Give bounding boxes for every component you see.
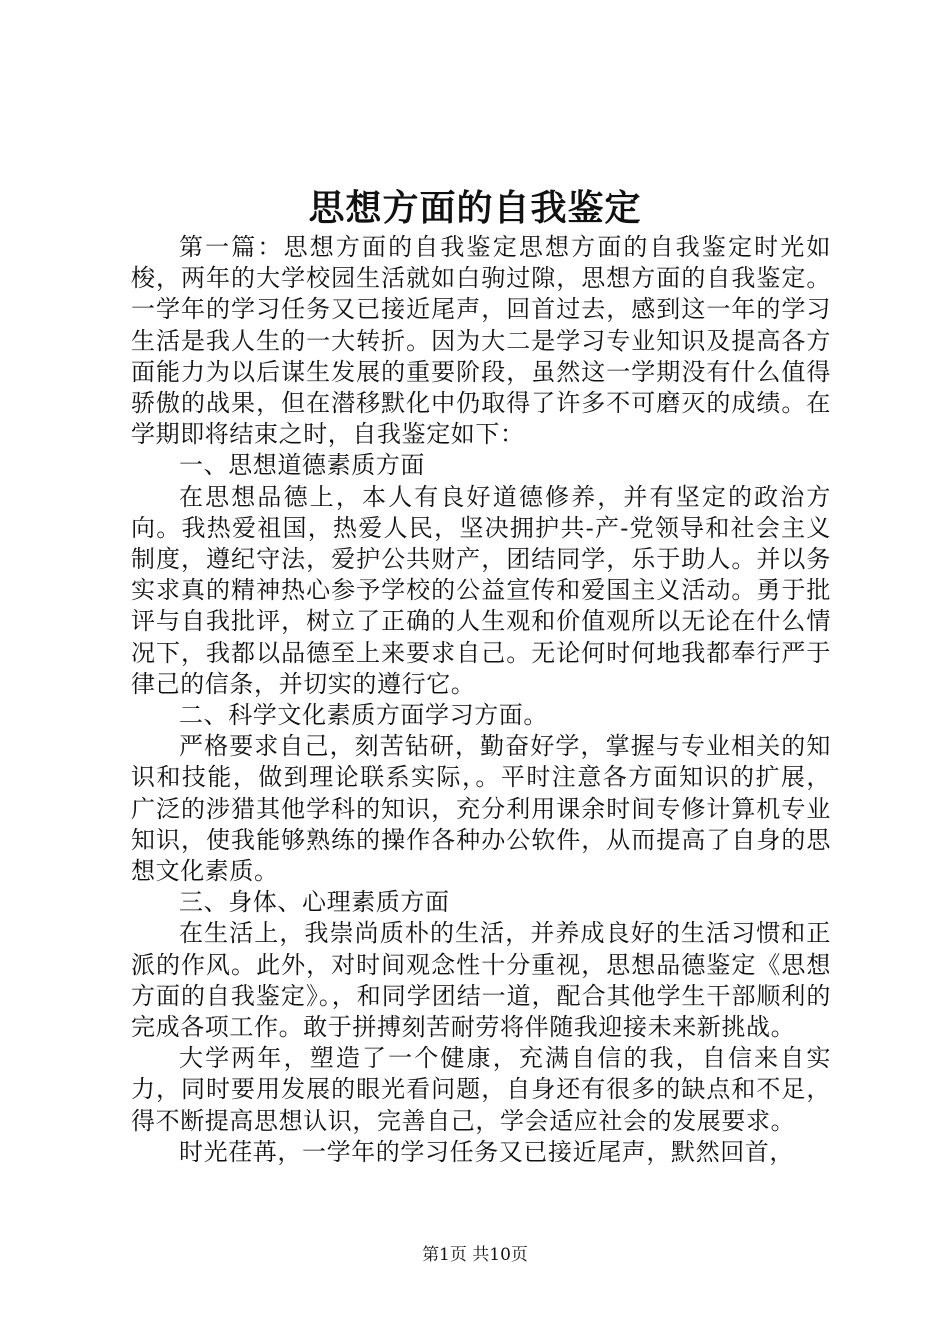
- paragraph-moral: 在思想品德上，本人有良好道德修养，并有坚定的政治方向。我热爱祖国，热爱人民，坚决拥护共-产-党领导和社会主义制度，遵纪守法，爱护公共财产，团结同学，乐于助人。并以务实求真的精神热心参予学校的公益宣传和爱国主义活动。勇于批评与自我批评，树立了正确的人生观和价值观所以无论在什么情况下，我都以品德至上来要求自己。无论何时何地我都奉行严于律己的信条，并切实的遵行它。: [131, 482, 831, 698]
- section-heading-culture: 二、科学文化素质方面学习方面。: [179, 701, 548, 730]
- paragraph-intro: 第一篇：思想方面的自我鉴定思想方面的自我鉴定时光如梭，两年的大学校园生活就如白驹过隙，思想方面的自我鉴定。一学年的学习任务又已接近尾声，回首过去，感到这一年的学习生活是我人生的一大转折。因为大二是学习专业知识及提高各方面能力为以后谋生发展的重要阶段，虽然这一学期没有什么值得骄傲的战果，但在潜移默化中仍取得了许多不可磨灭的成绩。在学期即将结束之时，自我鉴定如下：: [131, 233, 831, 449]
- document-body: [131, 232, 831, 1168]
- paragraph-culture: 严格要求自己，刻苦钻研，勤奋好学，掌握与专业相关的知识和技能，做到理论联系实际，。平时注意各方面知识的扩展，广泛的涉猎其他学科的知识，充分利用课余时间专修计算机专业知识，使我能够熟练的操作各种办公软件，从而提高了自身的思想文化素质。: [131, 732, 831, 886]
- paragraph-closing: 时光荏苒，一学年的学习任务又已接近尾声，默然回首，: [179, 1137, 794, 1166]
- paragraph-summary: 大学两年，塑造了一个健康，充满自信的我，自信来自实力，同时要用发展的眼光看问题，自身还有很多的缺点和不足，得不断提高思想认识，完善自己，学会适应社会的发展要求。: [131, 1044, 831, 1135]
- page-number-footer: 第1页 共10页: [422, 1245, 528, 1265]
- paragraph-physical: 在生活上，我崇尚质朴的生活，并养成良好的生活习惯和正派的作风。此外，对时间观念性十分重视，思想品德鉴定《思想方面的自我鉴定》。，和同学团结一道，配合其他学生干部顺利的完成各项工作。敢于拼搏刻苦耐劳将伴随我迎接未来新挑战。: [131, 919, 831, 1042]
- document-title: 思想方面的自我鉴定: [308, 187, 642, 229]
- section-heading-physical: 三、身体、心理素质方面: [179, 888, 450, 917]
- section-heading-moral: 一、思想道德素质方面: [179, 451, 425, 480]
